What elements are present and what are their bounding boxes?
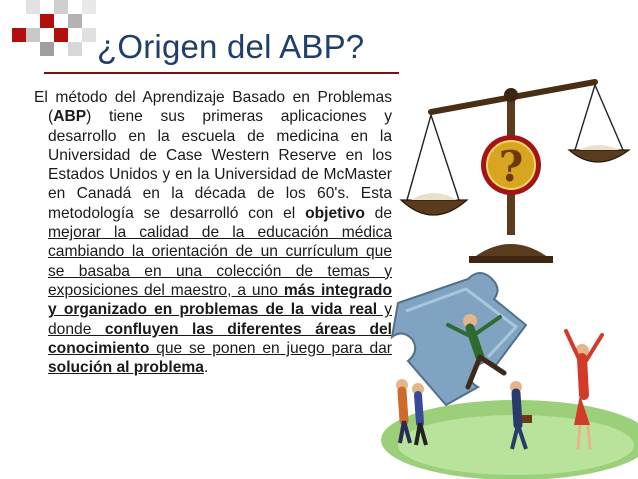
body-segment: .	[203, 359, 209, 377]
body-segment: solución al problema	[48, 359, 204, 377]
body-segment: más integrado y organizado en problemas de la vida real	[48, 281, 392, 319]
body-segment: ABP	[53, 108, 87, 126]
body-segment: confluyen las diferentes áreas del conocimiento	[48, 320, 393, 357]
body-segment: y donde	[48, 301, 392, 338]
body-segment: ) tiene sus primeras aplicaciones y desarrollo en la escuela de medicina en la Universidad de Case Western Reserve en los Estados Unidos y en la Universidad de McMaster en Canadá en la década de los 60's. Esta metodología se desarrolló con el	[48, 108, 392, 222]
body-segment: El método del Aprendizaje Basado en Problemas (	[34, 89, 392, 126]
body-segment: de	[364, 204, 392, 222]
balance-scale-illustration	[395, 60, 635, 275]
body-segment: que se ponen en juego para dar	[149, 339, 392, 357]
body-segment: objetivo	[305, 204, 365, 222]
checker-decoration	[0, 0, 110, 70]
body-segment: mejorar la calidad de la educación médica cambiando la orientación de un currículum que se basaba en una colección de temas y exposiciones del maestro, a uno	[48, 224, 392, 299]
title-divider	[44, 72, 399, 74]
slide-title: ¿Origen del ABP?	[97, 28, 365, 65]
question-mark-icon: ?	[498, 142, 524, 191]
body-paragraph	[34, 88, 392, 377]
puzzle-teamwork-illustration	[376, 265, 638, 479]
